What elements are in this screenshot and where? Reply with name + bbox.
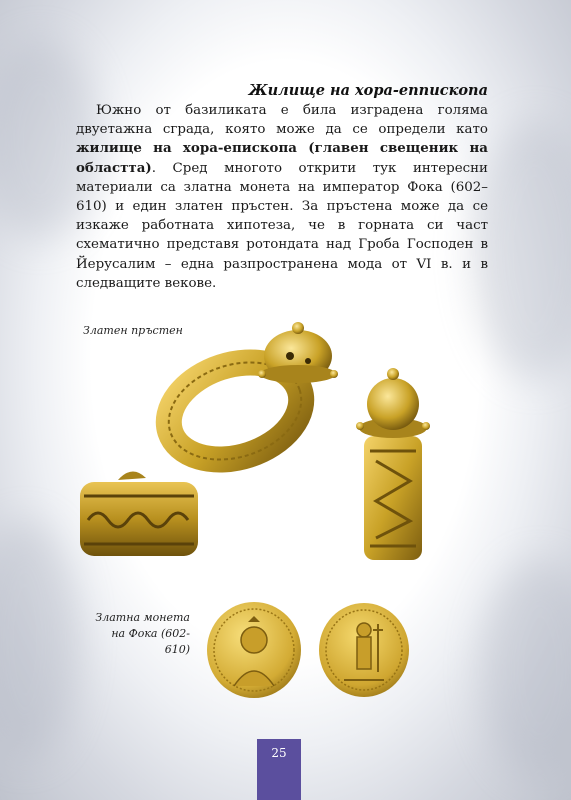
body-paragraph — [76, 101, 488, 293]
article — [76, 82, 488, 293]
coin-caption-line: на Фока (602-610) — [111, 627, 190, 656]
gold-ring-side-photo — [74, 462, 204, 572]
page-number: 25 — [271, 746, 287, 760]
coin-caption — [92, 610, 190, 658]
gold-coin-obverse-photo — [204, 600, 304, 700]
section-heading: Жилище на хора-еппископа — [248, 82, 488, 99]
paragraph-emphasis: жилище на хора-епископа (главен свещеник на областта) — [76, 140, 488, 176]
coin-caption-line: Златна монета — [95, 611, 190, 624]
page-number-tab — [257, 739, 301, 800]
paragraph-text: Южно от базиликата е била изградена голяма двуетажна сграда, която може да се определи като — [76, 103, 488, 138]
ring-caption: Златен пръстен — [83, 324, 183, 337]
gold-coin-reverse-photo — [316, 600, 412, 700]
paragraph-text: . Сред многото открити тук интересни материали са златна монета на император Фока (602–610) и един златен пръстен. За пръстена може да се изкаже работната хипотеза, че в горната си част схематично представя ротондата над Гроба Господен в Йерусалим – една разпространена мода от VI в. и в следващите векове. — [76, 160, 488, 291]
